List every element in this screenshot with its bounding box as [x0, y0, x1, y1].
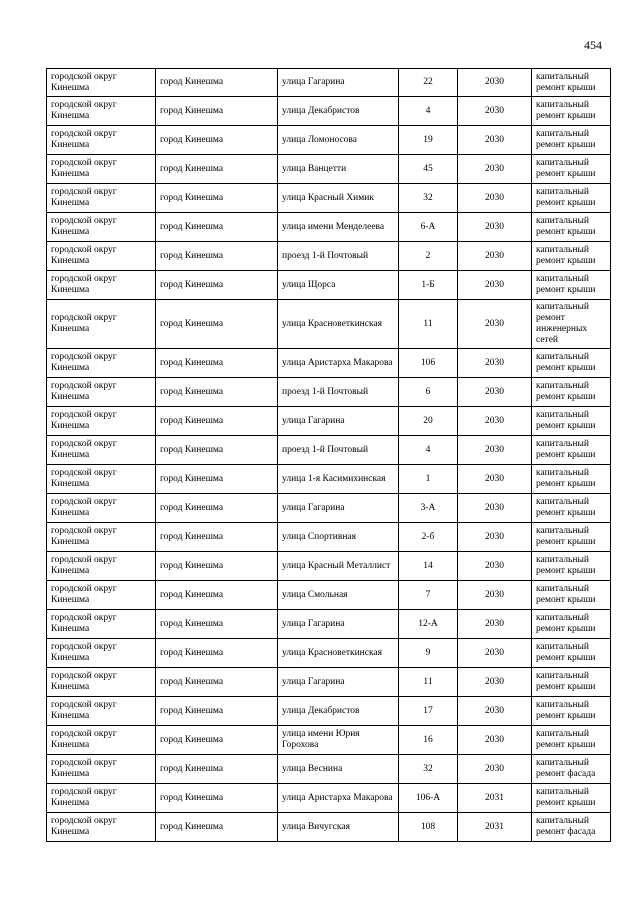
cell-year: 2030	[458, 668, 532, 697]
cell-year: 2030	[458, 378, 532, 407]
table-row	[47, 755, 611, 784]
cell-settlement: город Кинешма	[156, 271, 278, 300]
cell-street: улица Аристарха Макарова	[278, 349, 399, 378]
cell-street: улица Красноветкинская	[278, 639, 399, 668]
cell-house-number: 17	[399, 697, 458, 726]
cell-municipality: городской округ Кинешма	[47, 494, 156, 523]
cell-settlement: город Кинешма	[156, 300, 278, 349]
cell-street: улица Аристарха Макарова	[278, 784, 399, 813]
cell-house-number: 11	[399, 668, 458, 697]
table-row	[47, 126, 611, 155]
table-row	[47, 213, 611, 242]
cell-street: улица Гагарина	[278, 69, 399, 97]
cell-street: улица Спортивная	[278, 523, 399, 552]
cell-work-type: капитальный ремонт крыши	[532, 465, 611, 494]
cell-municipality: городской округ Кинешма	[47, 726, 156, 755]
table-row	[47, 300, 611, 349]
cell-settlement: город Кинешма	[156, 755, 278, 784]
cell-year: 2030	[458, 271, 532, 300]
cell-house-number: 106-А	[399, 784, 458, 813]
table-row	[47, 668, 611, 697]
cell-year: 2030	[458, 155, 532, 184]
table-row	[47, 697, 611, 726]
cell-year: 2030	[458, 552, 532, 581]
cell-municipality: городской округ Кинешма	[47, 668, 156, 697]
cell-settlement: город Кинешма	[156, 242, 278, 271]
cell-settlement: город Кинешма	[156, 726, 278, 755]
cell-work-type: капитальный ремонт крыши	[532, 271, 611, 300]
cell-year: 2030	[458, 436, 532, 465]
cell-work-type: капитальный ремонт крыши	[532, 697, 611, 726]
cell-municipality: городской округ Кинешма	[47, 378, 156, 407]
cell-settlement: город Кинешма	[156, 784, 278, 813]
cell-settlement: город Кинешма	[156, 349, 278, 378]
cell-settlement: город Кинешма	[156, 155, 278, 184]
cell-settlement: город Кинешма	[156, 494, 278, 523]
cell-street: улица имени Менделеева	[278, 213, 399, 242]
cell-house-number: 19	[399, 126, 458, 155]
cell-house-number: 108	[399, 813, 458, 842]
cell-year: 2030	[458, 726, 532, 755]
cell-year: 2030	[458, 755, 532, 784]
table-row	[47, 552, 611, 581]
table-row	[47, 184, 611, 213]
table-row	[47, 813, 611, 842]
cell-settlement: город Кинешма	[156, 581, 278, 610]
cell-work-type: капитальный ремонт крыши	[532, 69, 611, 97]
cell-year: 2030	[458, 581, 532, 610]
cell-settlement: город Кинешма	[156, 184, 278, 213]
cell-municipality: городской округ Кинешма	[47, 581, 156, 610]
cell-street: улица Красный Химик	[278, 184, 399, 213]
cell-settlement: город Кинешма	[156, 378, 278, 407]
cell-work-type: капитальный ремонт крыши	[532, 407, 611, 436]
cell-street: проезд 1-й Почтовый	[278, 436, 399, 465]
table-row	[47, 465, 611, 494]
cell-street: улица Декабристов	[278, 697, 399, 726]
table-row	[47, 784, 611, 813]
cell-year: 2030	[458, 126, 532, 155]
cell-work-type: капитальный ремонт крыши	[532, 242, 611, 271]
cell-work-type: капитальный ремонт крыши	[532, 213, 611, 242]
table-row	[47, 97, 611, 126]
cell-work-type: капитальный ремонт фасада	[532, 755, 611, 784]
cell-municipality: городской округ Кинешма	[47, 126, 156, 155]
cell-settlement: город Кинешма	[156, 813, 278, 842]
cell-work-type: капитальный ремонт крыши	[532, 378, 611, 407]
table-row	[47, 726, 611, 755]
cell-municipality: городской округ Кинешма	[47, 523, 156, 552]
cell-work-type: капитальный ремонт крыши	[532, 436, 611, 465]
table-row	[47, 494, 611, 523]
cell-street: улица Гагарина	[278, 610, 399, 639]
cell-municipality: городской округ Кинешма	[47, 213, 156, 242]
repair-schedule-table	[46, 68, 611, 842]
cell-street: улица Декабристов	[278, 97, 399, 126]
cell-house-number: 11	[399, 300, 458, 349]
cell-municipality: городской округ Кинешма	[47, 97, 156, 126]
cell-municipality: городской округ Кинешма	[47, 639, 156, 668]
cell-settlement: город Кинешма	[156, 523, 278, 552]
cell-house-number: 6	[399, 378, 458, 407]
cell-street: улица Щорса	[278, 271, 399, 300]
cell-settlement: город Кинешма	[156, 668, 278, 697]
cell-year: 2031	[458, 813, 532, 842]
cell-year: 2030	[458, 97, 532, 126]
cell-settlement: город Кинешма	[156, 697, 278, 726]
cell-year: 2030	[458, 610, 532, 639]
cell-municipality: городской округ Кинешма	[47, 407, 156, 436]
cell-street: улица Веснина	[278, 755, 399, 784]
table-row	[47, 436, 611, 465]
cell-settlement: город Кинешма	[156, 639, 278, 668]
cell-street: улица Вичугская	[278, 813, 399, 842]
table-row	[47, 378, 611, 407]
cell-house-number: 4	[399, 97, 458, 126]
cell-municipality: городской округ Кинешма	[47, 552, 156, 581]
cell-municipality: городской округ Кинешма	[47, 184, 156, 213]
cell-house-number: 1	[399, 465, 458, 494]
cell-work-type: капитальный ремонт крыши	[532, 639, 611, 668]
cell-year: 2030	[458, 213, 532, 242]
cell-municipality: городской округ Кинешма	[47, 69, 156, 97]
cell-year: 2030	[458, 300, 532, 349]
table-body	[47, 69, 611, 842]
cell-work-type: капитальный ремонт крыши	[532, 552, 611, 581]
cell-year: 2030	[458, 69, 532, 97]
cell-work-type: капитальный ремонт крыши	[532, 155, 611, 184]
cell-municipality: городской округ Кинешма	[47, 813, 156, 842]
table-row	[47, 349, 611, 378]
cell-house-number: 2-б	[399, 523, 458, 552]
cell-year: 2030	[458, 242, 532, 271]
cell-work-type: капитальный ремонт крыши	[532, 349, 611, 378]
cell-street: улица Гагарина	[278, 407, 399, 436]
cell-year: 2030	[458, 465, 532, 494]
page-number: 454	[584, 38, 602, 52]
cell-settlement: город Кинешма	[156, 97, 278, 126]
cell-settlement: город Кинешма	[156, 436, 278, 465]
cell-year: 2030	[458, 494, 532, 523]
cell-street: улица Гагарина	[278, 494, 399, 523]
cell-work-type: капитальный ремонт крыши	[532, 494, 611, 523]
cell-street: улица Смольная	[278, 581, 399, 610]
cell-year: 2030	[458, 639, 532, 668]
cell-house-number: 14	[399, 552, 458, 581]
table-row	[47, 407, 611, 436]
cell-settlement: город Кинешма	[156, 610, 278, 639]
cell-year: 2030	[458, 407, 532, 436]
cell-street: улица Гагарина	[278, 668, 399, 697]
table-row	[47, 242, 611, 271]
cell-house-number: 2	[399, 242, 458, 271]
cell-work-type: капитальный ремонт крыши	[532, 610, 611, 639]
cell-house-number: 6-А	[399, 213, 458, 242]
table-row	[47, 639, 611, 668]
cell-municipality: городской округ Кинешма	[47, 697, 156, 726]
cell-work-type: капитальный ремонт фасада	[532, 813, 611, 842]
table-row	[47, 271, 611, 300]
cell-house-number: 32	[399, 184, 458, 213]
cell-municipality: городской округ Кинешма	[47, 436, 156, 465]
cell-municipality: городской округ Кинешма	[47, 300, 156, 349]
cell-municipality: городской округ Кинешма	[47, 465, 156, 494]
cell-municipality: городской округ Кинешма	[47, 155, 156, 184]
cell-municipality: городской округ Кинешма	[47, 349, 156, 378]
cell-year: 2030	[458, 184, 532, 213]
cell-house-number: 1-Б	[399, 271, 458, 300]
table-row	[47, 610, 611, 639]
cell-house-number: 9	[399, 639, 458, 668]
cell-house-number: 32	[399, 755, 458, 784]
cell-settlement: город Кинешма	[156, 126, 278, 155]
cell-work-type: капитальный ремонт инженерных сетей	[532, 300, 611, 349]
cell-settlement: город Кинешма	[156, 69, 278, 97]
table-row	[47, 155, 611, 184]
cell-street: улица Красный Металлист	[278, 552, 399, 581]
cell-municipality: городской округ Кинешма	[47, 271, 156, 300]
cell-municipality: городской округ Кинешма	[47, 242, 156, 271]
cell-street: улица Ломоносова	[278, 126, 399, 155]
cell-settlement: город Кинешма	[156, 407, 278, 436]
cell-house-number: 22	[399, 69, 458, 97]
cell-work-type: капитальный ремонт крыши	[532, 581, 611, 610]
cell-work-type: капитальный ремонт крыши	[532, 97, 611, 126]
cell-work-type: капитальный ремонт крыши	[532, 184, 611, 213]
cell-settlement: город Кинешма	[156, 213, 278, 242]
table-row	[47, 581, 611, 610]
cell-work-type: капитальный ремонт крыши	[532, 784, 611, 813]
table-row	[47, 69, 611, 97]
cell-work-type: капитальный ремонт крыши	[532, 726, 611, 755]
cell-municipality: городской округ Кинешма	[47, 755, 156, 784]
cell-street: проезд 1-й Почтовый	[278, 242, 399, 271]
cell-street: улица имени Юрия Горохова	[278, 726, 399, 755]
cell-work-type: капитальный ремонт крыши	[532, 126, 611, 155]
cell-municipality: городской округ Кинешма	[47, 784, 156, 813]
cell-street: проезд 1-й Почтовый	[278, 378, 399, 407]
cell-house-number: 3-А	[399, 494, 458, 523]
cell-year: 2031	[458, 784, 532, 813]
cell-house-number: 16	[399, 726, 458, 755]
cell-street: улица 1-я Касимихинская	[278, 465, 399, 494]
cell-street: улица Красноветкинская	[278, 300, 399, 349]
cell-work-type: капитальный ремонт крыши	[532, 523, 611, 552]
cell-street: улица Ванцетти	[278, 155, 399, 184]
cell-house-number: 4	[399, 436, 458, 465]
cell-house-number: 20	[399, 407, 458, 436]
cell-year: 2030	[458, 349, 532, 378]
cell-house-number: 45	[399, 155, 458, 184]
table-row	[47, 523, 611, 552]
cell-house-number: 12-А	[399, 610, 458, 639]
cell-settlement: город Кинешма	[156, 552, 278, 581]
cell-house-number: 7	[399, 581, 458, 610]
cell-year: 2030	[458, 697, 532, 726]
cell-work-type: капитальный ремонт крыши	[532, 668, 611, 697]
cell-settlement: город Кинешма	[156, 465, 278, 494]
cell-year: 2030	[458, 523, 532, 552]
cell-house-number: 106	[399, 349, 458, 378]
cell-municipality: городской округ Кинешма	[47, 610, 156, 639]
